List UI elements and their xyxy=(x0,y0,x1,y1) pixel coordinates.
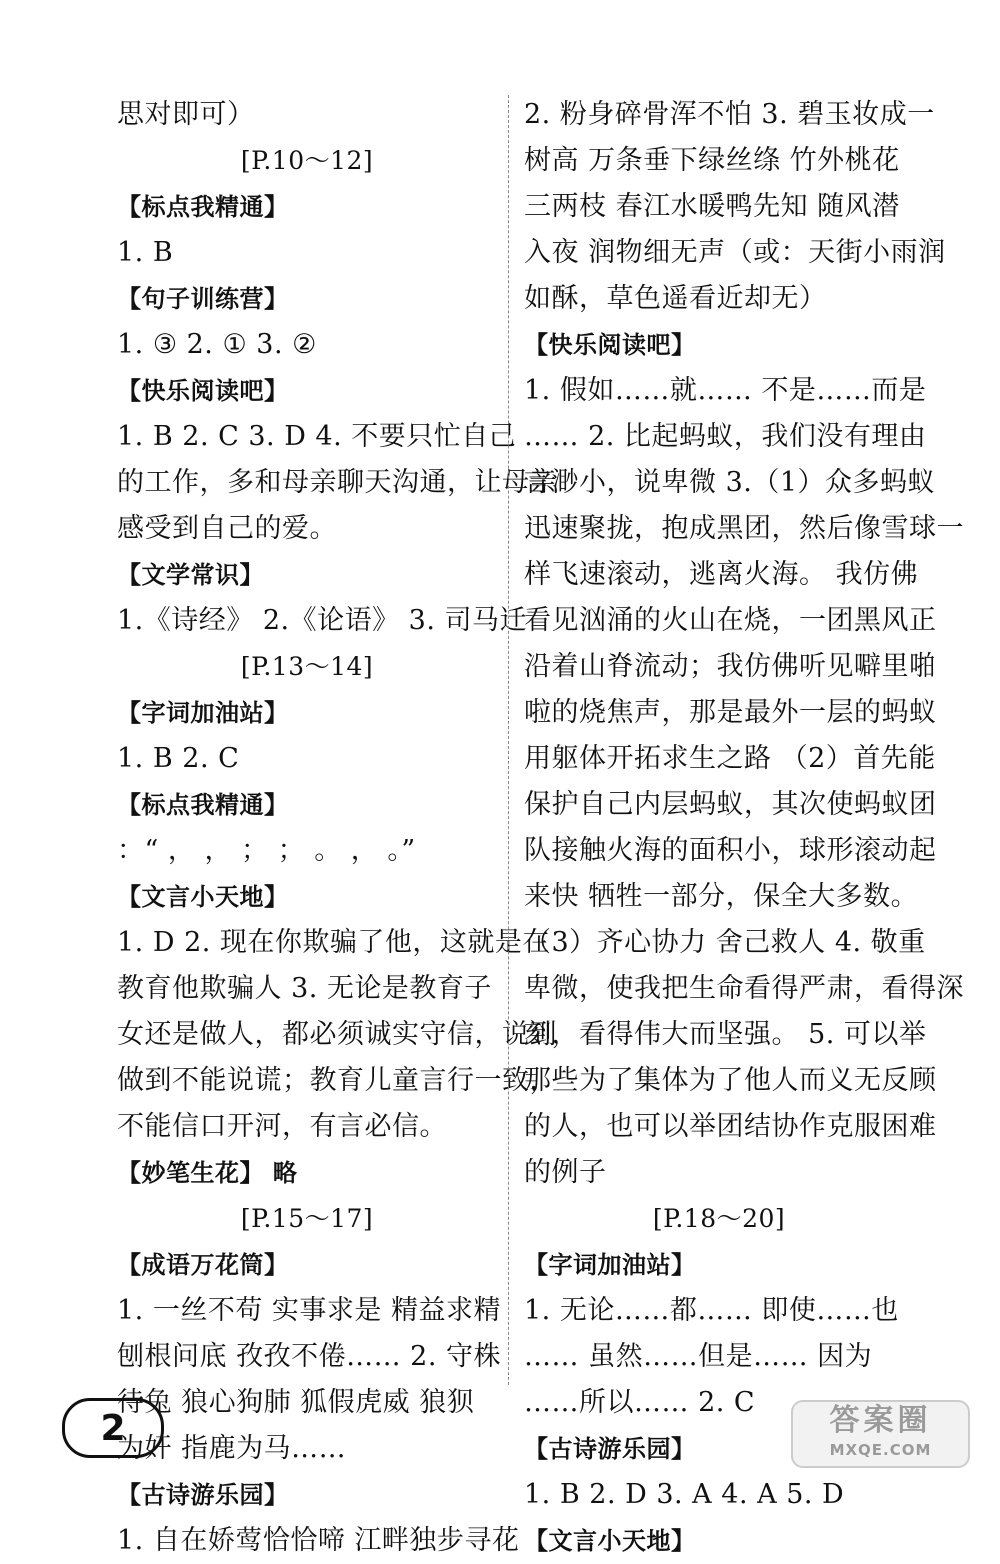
answer-line: 1. 假如……就…… 不是……而是 xyxy=(524,375,927,406)
answer-line: 感受到自己的爱。 xyxy=(117,513,337,544)
answer-line: 队接触火海的面积小，球形滚动起 xyxy=(524,835,937,866)
answer-line: 教育他欺骗人 3. 无论是教育子 xyxy=(117,973,492,1004)
answer-line: 来快 牺牲一部分，保全大多数。 xyxy=(524,881,919,912)
section-heading: 【字词加油站】 xyxy=(117,699,289,727)
answer-line: 1.《诗经》 2.《论语》 3. 司马迁 xyxy=(117,605,528,636)
page-range-label: [P.10～12] xyxy=(240,146,374,175)
answer-line: ……所以…… 2. C xyxy=(524,1387,756,1418)
column-divider xyxy=(508,95,509,1385)
answer-line: 1. B 2. C xyxy=(117,743,240,774)
answer-line: 三两枝 春江水暖鸭先知 随风潜 xyxy=(524,191,900,222)
answer-line: 的工作，多和母亲聊天沟通，让母亲 xyxy=(117,467,557,498)
answer-line: 看见汹涌的火山在烧，一团黑风正 xyxy=(524,605,937,636)
section-heading: 【标点我精通】 xyxy=(117,791,289,819)
answer-line: 沿着山脊流动；我仿佛听见噼里啪 xyxy=(524,651,937,682)
answer-line: 不能信口开河，有言必信。 xyxy=(117,1111,447,1142)
watermark-logo xyxy=(791,1400,970,1468)
answer-line: 1. 自在娇莺恰恰啼 江畔独步寻花 xyxy=(117,1525,520,1556)
answer-line: 用躯体开拓求生之路 （2）首先能 xyxy=(524,743,936,774)
answer-line: 待兔 狼心狗肺 狐假虎威 狼狈 xyxy=(117,1387,475,1418)
left-column xyxy=(117,92,557,1564)
page-range-label: [P.15～17] xyxy=(240,1204,374,1233)
answer-line: 样飞速滚动，逃离火海。 我仿佛 xyxy=(524,559,919,590)
page-number-text: 2 xyxy=(100,1407,126,1449)
answer-line: 1. 无论……都…… 即使……也 xyxy=(524,1295,899,1326)
answer-line: …… 2. 比起蚂蚁，我们没有理由 xyxy=(524,421,927,452)
section-heading: 【古诗游乐园】 xyxy=(524,1435,696,1463)
answer-line: 1. ③ 2. ① 3. ② xyxy=(117,329,317,360)
section-heading: 【快乐阅读吧】 xyxy=(524,331,696,359)
page-range-label: [P.13～14] xyxy=(240,652,374,681)
section-heading: 【文言小天地】 xyxy=(117,883,289,911)
right-column xyxy=(524,92,964,1564)
section-heading: 【文言小天地】 xyxy=(524,1527,696,1555)
answer-line: 刨根问底 孜孜不倦…… 2. 守株 xyxy=(117,1341,502,1372)
section-heading: 【句子训练营】 xyxy=(117,285,289,313)
answer-line: 做到不能说谎；教育儿童言行一致， xyxy=(117,1065,557,1096)
answer-line: 1. B 2. C 3. D 4. 不要只忙自己 xyxy=(117,421,517,452)
answer-line: 入夜 润物细无声（或：天街小雨润 xyxy=(524,237,946,268)
answer-line: 那些为了集体为了他人而义无反顾 xyxy=(524,1065,937,1096)
section-heading: 【妙笔生花】 略 xyxy=(117,1159,298,1187)
section-heading: 【成语万花筒】 xyxy=(117,1251,289,1279)
answer-line: 卑微，使我把生命看得严肃，看得深 xyxy=(524,973,964,1004)
answer-line: 如酥，草色遥看近却无） xyxy=(524,283,827,314)
answer-line: 女还是做人，都必须诚实守信，说到 xyxy=(117,1019,557,1050)
answer-line: 的例子 xyxy=(524,1157,607,1188)
section-heading: 【古诗游乐园】 xyxy=(117,1481,289,1509)
answer-line: 1. 一丝不苟 实事求是 精益求精 xyxy=(117,1295,502,1326)
answer-line: 1. B 2. D 3. A 4. A 5. D xyxy=(524,1479,845,1510)
section-heading: 【快乐阅读吧】 xyxy=(117,377,289,405)
answer-line: …… 虽然……但是…… 因为 xyxy=(524,1341,873,1372)
answer-line: 为奸 指鹿为马…… xyxy=(117,1433,347,1464)
section-heading: 【标点我精通】 xyxy=(117,193,289,221)
answer-line: （3）齐心协力 舍己救人 4. 敬重 xyxy=(524,927,926,958)
section-heading: 【文学常识】 xyxy=(117,561,264,589)
section-heading: 【字词加油站】 xyxy=(524,1251,696,1279)
answer-line: 迅速聚拢，抱成黑团，然后像雪球一 xyxy=(524,513,964,544)
answer-line: 言渺小，说卑微 3.（1）众多蚂蚁 xyxy=(524,467,936,498)
answer-line: 2. 粉身碎骨浑不怕 3. 碧玉妆成一 xyxy=(524,99,935,130)
answer-line: 1. D 2. 现在你欺骗了他，这就是在 xyxy=(117,927,550,958)
answer-line: 的人，也可以举团结协作克服困难 xyxy=(524,1111,937,1142)
page-range-label: [P.18～20] xyxy=(652,1204,786,1233)
answer-line: ：“ ， ， ； ； 。 ， 。” xyxy=(117,835,416,866)
answer-line: 啦的烧焦声，那是最外一层的蚂蚁 xyxy=(524,697,937,728)
watermark-logo-text: 答案圈 xyxy=(829,1403,932,1438)
page-number xyxy=(62,1398,164,1458)
answer-line: 1. B xyxy=(117,237,174,268)
answer-line: 保护自己内层蚂蚁，其次使蚂蚁团 xyxy=(524,789,937,820)
answer-line: 树高 万条垂下绿丝绦 竹外桃花 xyxy=(524,145,900,176)
watermark-url: MXQE.COM xyxy=(829,1441,932,1459)
answer-line: 刻，看得伟大而坚强。 5. 可以举 xyxy=(524,1019,927,1050)
answer-line: 思对即可） xyxy=(117,99,255,130)
